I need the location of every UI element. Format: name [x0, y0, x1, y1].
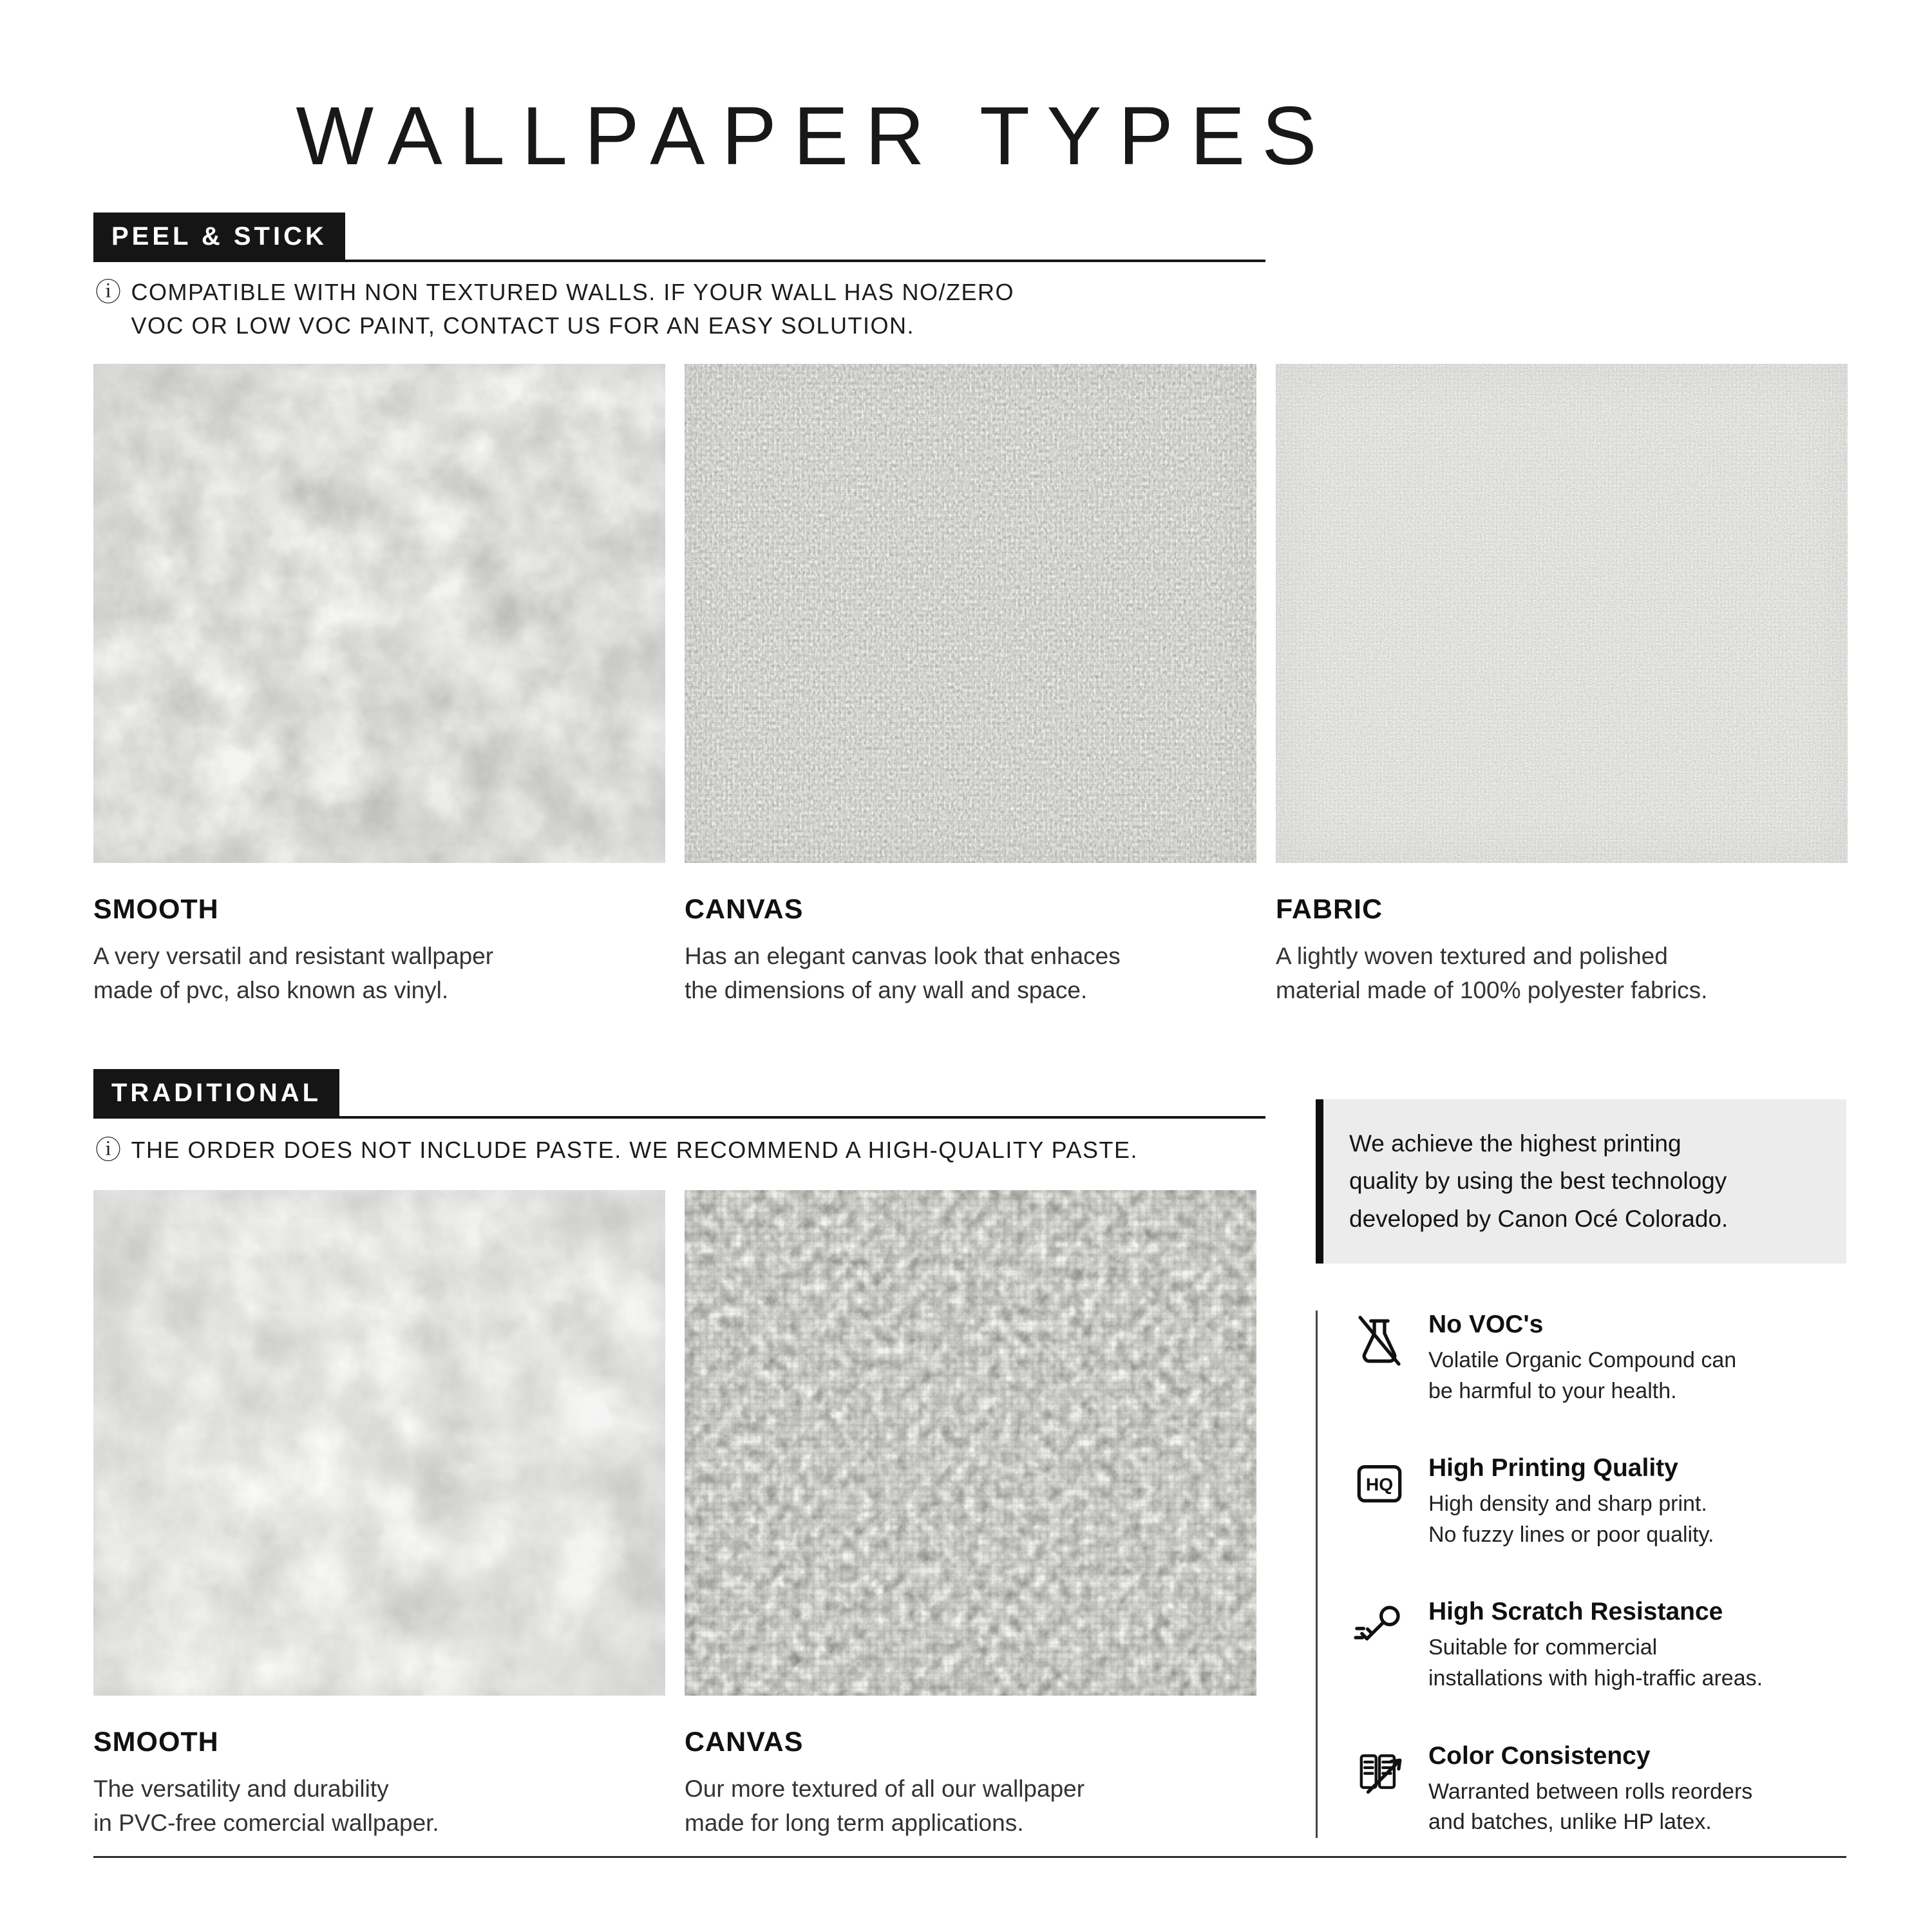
- noise-overlay: [93, 1190, 665, 1696]
- texture-image-smooth-traditional: [93, 1190, 665, 1696]
- swatch-name: SMOOTH: [93, 1727, 219, 1757]
- feature-description: High density and sharp print. No fuzzy lines or poor quality.: [1428, 1492, 1714, 1547]
- feature-description: Warranted between rolls reorders and batches, unlike HP latex.: [1428, 1779, 1753, 1835]
- swatch-description: Our more textured of all our wallpaper made for long term applications.: [685, 1776, 1085, 1836]
- scratch-resistance-icon: [1351, 1599, 1408, 1656]
- note-traditional: [95, 1133, 1138, 1167]
- page-title: WALLPAPER TYPES: [296, 90, 1334, 182]
- feature-description: Suitable for commercial installations with high-traffic areas.: [1428, 1635, 1763, 1690]
- feature-text: [1428, 1311, 1736, 1406]
- note-line: THE ORDER DOES NOT INCLUDE PASTE. WE RECOMMEND A HIGH-QUALITY PASTE.: [131, 1137, 1139, 1163]
- wallpaper-card-smooth-peel: [93, 364, 665, 1007]
- texture-image-canvas-peel: [685, 364, 1256, 863]
- note-peel-stick: [95, 276, 1014, 343]
- feature-title: High Scratch Resistance: [1428, 1598, 1723, 1626]
- wallpaper-card-canvas-traditional: [685, 1190, 1256, 1840]
- swatch-description: Has an elegant canvas look that enhaces the dimensions of any wall and space.: [685, 943, 1121, 1003]
- hq-icon: [1351, 1455, 1408, 1512]
- swatch-description: A very versatil and resistant wallpaper made of pvc, also known as vinyl.: [93, 943, 494, 1003]
- noise-overlay: [1276, 364, 1848, 863]
- note-line: VOC OR LOW VOC PAINT, CONTACT US FOR AN EASY SOLUTION.: [131, 312, 915, 339]
- hq-icon-label: HQ: [1365, 1474, 1394, 1495]
- noise-overlay: [93, 364, 665, 863]
- feature-list: [1316, 1311, 1846, 1838]
- printing-quality-quote: We achieve the highest printing quality by using the best technology developed by Canon Océ Colorado.: [1316, 1099, 1846, 1264]
- feature-scratch-resistance: [1351, 1598, 1846, 1694]
- swatch-description: The versatility and durability in PVC-free comercial wallpaper.: [93, 1776, 439, 1836]
- texture-image-smooth-peel: [93, 364, 665, 863]
- wallpaper-card-smooth-traditional: [93, 1190, 665, 1840]
- peel-stick-swatch-row: [93, 364, 1848, 1007]
- feature-description: Volatile Organic Compound can be harmful to your health.: [1428, 1348, 1737, 1403]
- info-icon: ⓘ: [95, 1136, 122, 1164]
- swatch-name: CANVAS: [685, 894, 804, 925]
- swatch-name: FABRIC: [1276, 894, 1383, 925]
- feature-title: Color Consistency: [1428, 1741, 1651, 1770]
- wallpaper-card-canvas-peel: [685, 364, 1256, 1007]
- section-label-traditional: TRADITIONAL: [93, 1069, 339, 1116]
- section-header-traditional: [93, 1069, 1265, 1119]
- noise-overlay: [685, 1190, 1256, 1696]
- feature-title: No VOC's: [1428, 1311, 1544, 1338]
- feature-no-voc: [1351, 1311, 1846, 1406]
- texture-image-canvas-traditional: [685, 1190, 1256, 1696]
- swatch-name: SMOOTH: [93, 894, 219, 925]
- note-text-peel-stick: [131, 276, 1015, 343]
- wallpaper-card-fabric-peel: [1276, 364, 1848, 1007]
- note-text-traditional: [131, 1133, 1139, 1167]
- swatch-description: A lightly woven textured and polished material made of 100% polyester fabrics.: [1276, 943, 1708, 1003]
- note-line: COMPATIBLE WITH NON TEXTURED WALLS. IF YOUR WALL HAS NO/ZERO: [131, 279, 1014, 305]
- section-label-peel-stick: PEEL & STICK: [93, 213, 345, 260]
- noise-overlay: [685, 364, 1256, 863]
- feature-high-printing-quality: [1351, 1454, 1846, 1550]
- feature-text: [1428, 1598, 1763, 1694]
- feature-text: [1428, 1742, 1752, 1838]
- info-icon: ⓘ: [95, 278, 122, 307]
- swatch-name: CANVAS: [685, 1727, 804, 1757]
- texture-image-fabric-peel: [1276, 364, 1848, 863]
- bottom-divider: [93, 1856, 1846, 1858]
- feature-title: High Printing Quality: [1428, 1454, 1678, 1482]
- traditional-swatch-row: [93, 1190, 1256, 1840]
- feature-color-consistency: [1351, 1742, 1846, 1838]
- feature-text: [1428, 1454, 1714, 1550]
- no-voc-icon: [1351, 1312, 1408, 1368]
- color-consistency-icon: [1351, 1743, 1408, 1800]
- section-header-peel-stick: [93, 213, 1265, 262]
